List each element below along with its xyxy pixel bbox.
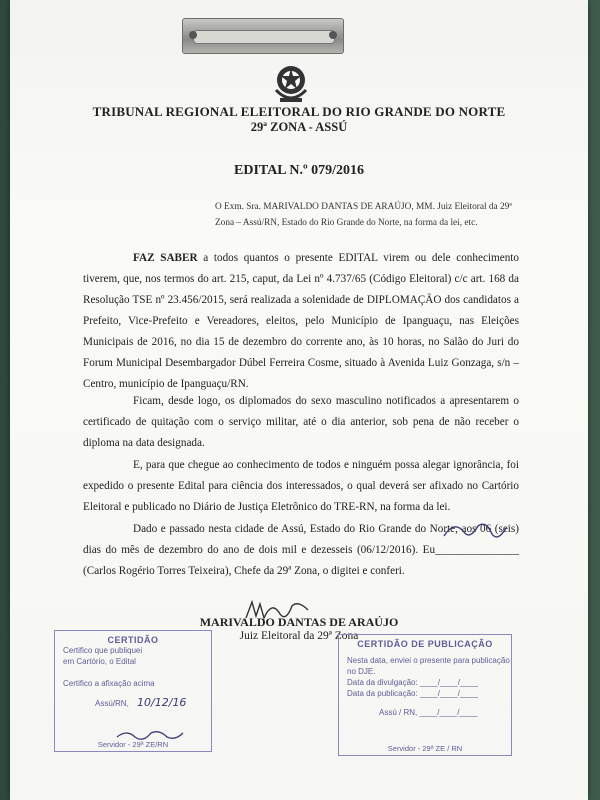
clip-slot: [193, 30, 335, 44]
publicacao-footer: Servidor - 29ª ZE / RN: [387, 744, 463, 753]
certidao-line-2: em Cartório, o Edital: [63, 657, 136, 666]
certidao-line-1: Certifico que publiquei: [63, 646, 143, 655]
military-notice-text: Ficam, desde logo, os diplomados do sexo masculino notificados a apresentarem o certificado de quitação com o serviço militar, até o dia anterior, sob pena de não receber o diploma na data designada.: [83, 395, 519, 449]
paragraph-military-notice: [83, 391, 519, 454]
publicacao-line-5: Assú / RN, ____/____/____: [379, 708, 478, 717]
certidao-stamp-title: CERTIDÃO: [107, 635, 159, 645]
certidao-publicacao-stamp: [338, 634, 512, 756]
given-passed-text: Dado e passado nesta cidade de Assú, Estado do Rio Grande do Norte, aos 06 (seis) dias do mês de dezembro do ano de dois mil e dezesseis (06/12/2016). Eu_______________ (Carlos Rogério Torres Teixeira), Chefe da 29ª Zona, o digitei e conferi.: [83, 523, 519, 577]
paragraph-faz-saber: [83, 248, 519, 395]
certidao-line-4: Certifico a afixação acima: [63, 679, 155, 688]
certidao-date-handwritten: 10/12/16: [137, 696, 187, 709]
publicacao-line-1: Nesta data, enviei o presente para publicação: [347, 656, 510, 665]
faz-saber-body: a todos quantos o presente EDITAL virem ou dele conhecimento tiverem, que, nos termos do art. 215, caput, da Lei nº 4.737/65 (Código Eleitoral) c/c art. 168 da Resolução TSE nº 23.456/2015, será realizada a solenidade de DIPLOMAÇÃO dos candidatos a Prefeito, Vice-Prefeito e Vereadores, eleitos, pelo Município de Ipanguaçu, nas Eleições Municipais de 2016, no dia 15 de dezembro do corrente ano, às 10 horas, no Salão do Juri do Forum Municipal Desembargador Dúbel Ferreira Cosme, situado à Avenida Luiz Gonzaga, s/n – Centro, município de Ipanguaçu/RN.: [83, 252, 519, 390]
signatory-name: MARIVALDO DANTAS DE ARAÚJO: [199, 615, 399, 629]
certidao-line-3: [55, 667, 211, 678]
coat-of-arms-icon: [272, 62, 310, 106]
publication-text: E, para que chegue ao conhecimento de todos e ninguém possa alegar ignorância, foi expedido o presente Edital para ciência dos interessados, o qual deverá ser afixado no Cartório Eleitoral e publicado no Diário de Justiça Eletrônico do TRE-RN, na forma da lei.: [83, 459, 519, 513]
handwritten-initials-clerk: [440, 518, 510, 544]
tribunal-heading: TRIBUNAL REGIONAL ELEITORAL DO RIO GRANDE DO NORTE: [92, 104, 506, 119]
certidao-footer: Servidor - 29ª ZE/RN: [97, 740, 169, 749]
certidao-date-row: [55, 697, 211, 709]
certidao-date-label: Assú/RN,: [95, 699, 129, 708]
publicacao-line-3: Data da divulgação: ____/____/____: [347, 678, 478, 687]
paper-clip-fastener: [182, 18, 344, 54]
certidao-stamp: [54, 630, 212, 752]
publicacao-stamp-title: CERTIDÃO DE PUBLICAÇÃO: [357, 639, 493, 649]
faz-saber-lead: FAZ SABER: [133, 252, 198, 264]
signatory-title: Juiz Eleitoral da 29ª Zona: [239, 630, 359, 642]
edital-title: EDITAL N.º 079/2016: [234, 163, 364, 178]
paragraph-publication: [83, 455, 519, 518]
clip-rivet-right: [329, 31, 337, 39]
publicacao-line-4: Data da publicação: ____/____/____: [347, 689, 478, 698]
preamble-text: O Exm. Sra. MARIVALDO DANTAS DE ARAÚJO, MM. Juiz Eleitoral da 29ª Zona – Assú/RN, Estado do Rio Grande do Norte, na forma da lei, etc.: [215, 202, 512, 228]
publicacao-line-2: no DJE.: [347, 667, 376, 676]
zona-heading: 29ª ZONA - ASSÚ: [250, 120, 348, 134]
clip-rivet-left: [189, 31, 197, 39]
document-page: [10, 0, 588, 800]
